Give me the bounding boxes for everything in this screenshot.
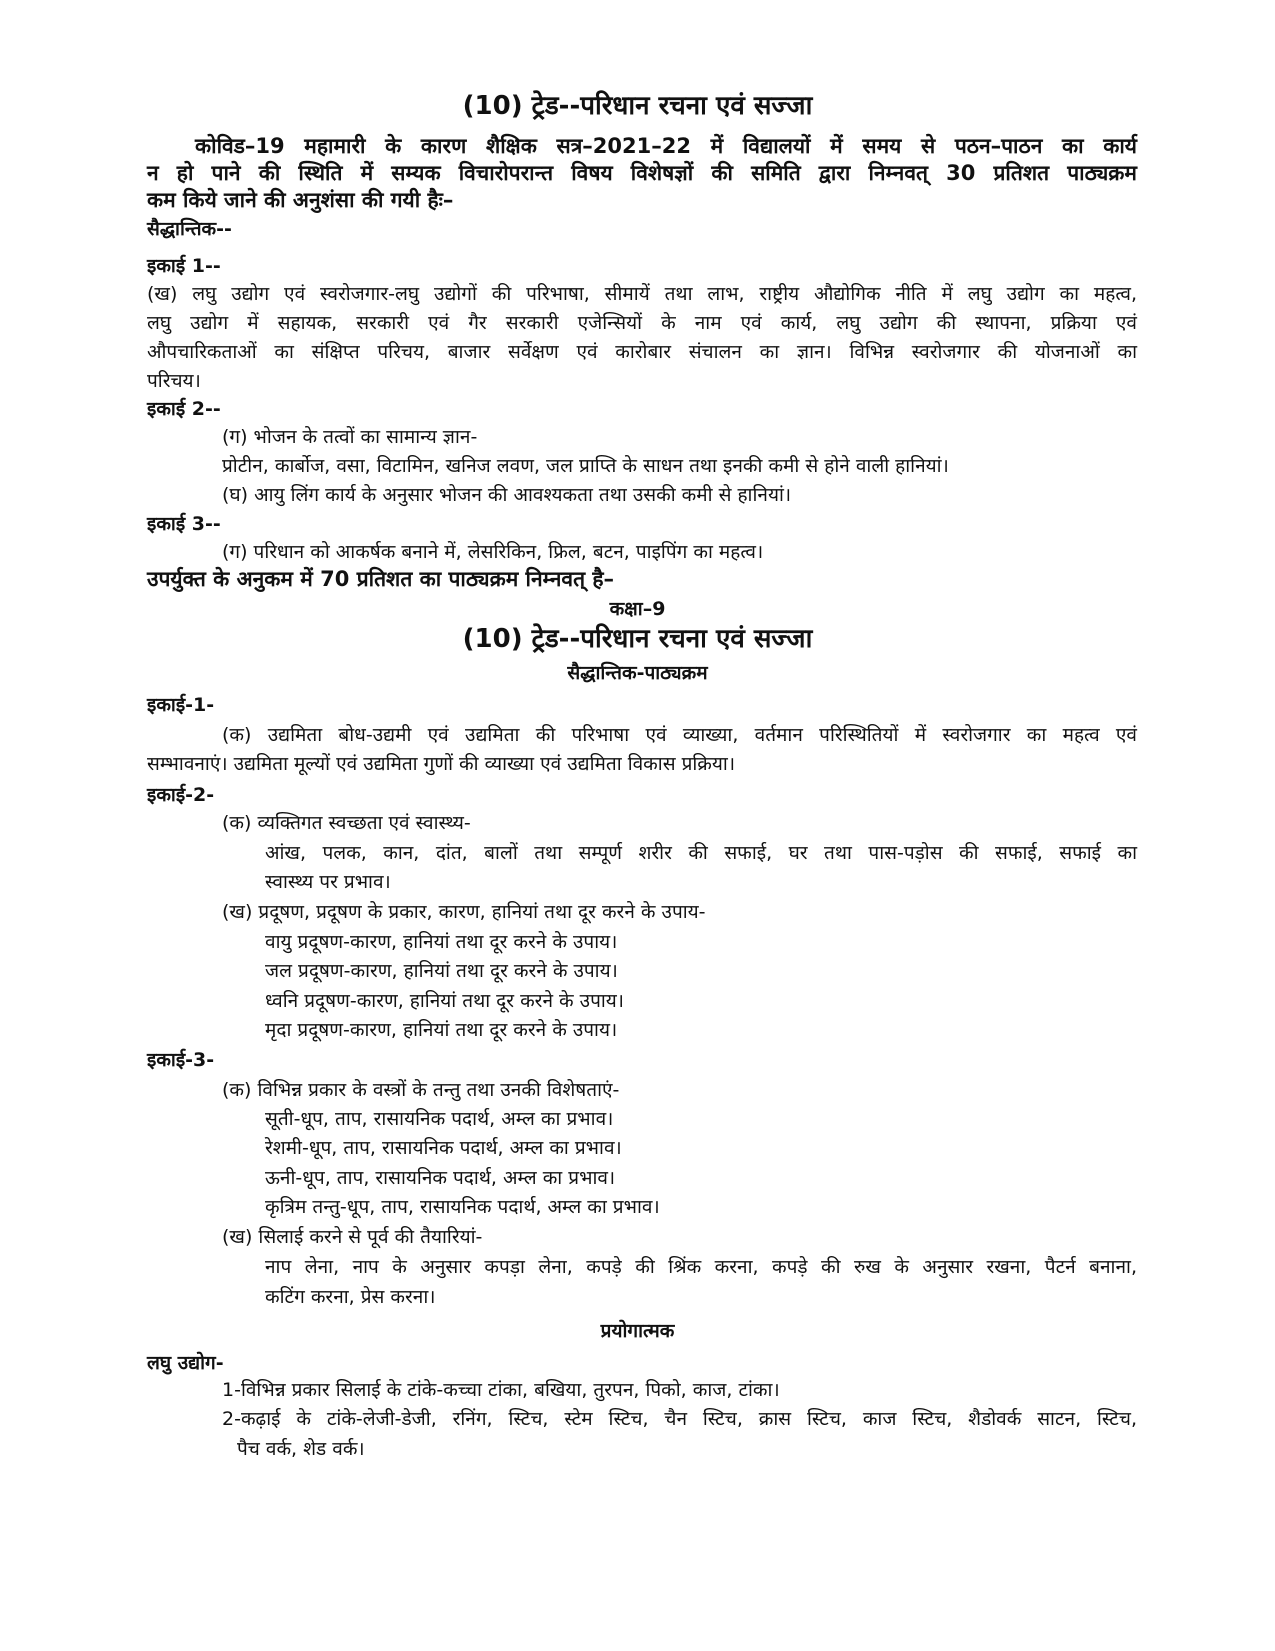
page-title-2: (10) ट्रेड--परिधान रचना एवं सज्जा (462, 624, 813, 654)
small-industry-heading: लघु उद्योग- (147, 1352, 224, 1374)
subsection-heading: (क) विभिन्न प्रकार के वस्त्रों के तन्तु तथा उनकी विशेषताएं- (222, 1079, 620, 1101)
unit-heading: इकाई 3-- (147, 513, 221, 535)
unit-text: औपचारिकताओं का संक्षिप्त परिचय, बाजार सर्वेक्षण एवं कारोबार संचालन का ज्ञान। विभिन्न स्वरोजगार की योजनाओं का (147, 341, 1137, 363)
subsection-heading: (ख) सिलाई करने से पूर्व की तैयारियां- (222, 1226, 483, 1248)
theory-course-heading: सैद्धान्तिक-पाठ्यक्रम (567, 662, 708, 684)
unit-heading: इकाई 2-- (147, 398, 221, 420)
unit-heading: इकाई-3- (147, 1049, 215, 1071)
subsection-text: स्वास्थ्य पर प्रभाव। (265, 871, 391, 893)
subsection-heading: (ख) प्रदूषण, प्रदूषण के प्रकार, कारण, हानियां तथा दूर करने के उपाय- (222, 901, 706, 923)
practical-heading: प्रयोगात्मक (600, 1320, 675, 1342)
section-heading-theory: सैद्धान्तिक-- (147, 218, 232, 240)
practical-item: पैच वर्क, शेड वर्क। (237, 1438, 365, 1460)
unit-text: (घ) आयु लिंग कार्य के अनुसार भोजन की आवश्यकता तथा उसकी कमी से हानियां। (222, 484, 792, 506)
intro-line: कम किये जाने की अनुशंसा की गयी हैः– (147, 188, 454, 212)
list-item: जल प्रदूषण-कारण, हानियां तथा दूर करने के उपाय। (265, 960, 618, 982)
unit-text: (ग) भोजन के तत्वों का सामान्य ज्ञान- (222, 426, 478, 448)
unit-heading: इकाई 1-- (147, 255, 221, 277)
practical-item: 1-विभिन्न प्रकार सिलाई के टांके-कच्चा टांका, बखिया, तुरपन, पिको, काज, टांका। (222, 1379, 780, 1401)
list-item: वायु प्रदूषण-कारण, हानियां तथा दूर करने के उपाय। (265, 931, 618, 953)
subsection-heading: (क) व्यक्तिगत स्वच्छता एवं स्वास्थ्य- (222, 812, 471, 834)
unit-text: परिचय। (147, 370, 201, 392)
list-item: सूती-धूप, ताप, रासायनिक पदार्थ, अम्ल का प्रभाव। (265, 1108, 614, 1130)
unit-text: सम्भावनाएं। उद्यमिता मूल्यों एवं उद्यमिता गुणों की व्याख्या एवं उद्यमिता विकास प्रक्रिया। (147, 753, 736, 775)
list-item: मृदा प्रदूषण-कारण, हानियां तथा दूर करने के उपाय। (265, 1019, 618, 1041)
seventy-percent-heading: उपर्युक्त के अनुकम में 70 प्रतिशत का पाठ्यक्रम निम्नवत् है– (147, 567, 614, 591)
unit-heading: इकाई-1- (147, 694, 215, 716)
list-item: ऊनी-धूप, ताप, रासायनिक पदार्थ, अम्ल का प्रभाव। (265, 1167, 616, 1189)
unit-text: लघु उद्योग में सहायक, सरकारी एवं गैर सरकारी एजेन्सियों के नाम एवं कार्य, लघु उद्योग की स्थापना, प्रक्रिया एवं (147, 312, 1137, 334)
list-item: ध्वनि प्रदूषण-कारण, हानियां तथा दूर करने के उपाय। (265, 990, 625, 1012)
class-heading: कक्षा–9 (609, 598, 666, 620)
unit-text: (क) उद्यमिता बोध-उद्यमी एवं उद्यमिता की परिभाषा एवं व्याख्या, वर्तमान परिस्थितियों में स्वरोजगार का महत्व एवं (222, 724, 1137, 746)
unit-heading: इकाई-2- (147, 784, 215, 806)
unit-text: (ख) लघु उद्योग एवं स्वरोजगार-लघु उद्योगों की परिभाषा, सीमायें तथा लाभ, राष्ट्रीय औद्योगिक नीति में लघु उद्योग का महत्व, (147, 283, 1137, 305)
unit-text: (ग) परिधान को आकर्षक बनाने में, लेसरिकिन, फ्रिल, बटन, पाइपिंग का महत्व। (222, 541, 764, 563)
intro-line: न हो पाने की स्थिति में सम्यक विचारोपरान्त विषय विशेषज्ञों की समिति द्वारा निम्नवत् 30 प्रतिशत पाठ्यक्रम (147, 161, 1137, 185)
unit-text: प्रोटीन, कार्बोज, वसा, विटामिन, खनिज लवण, जल प्राप्ति के साधन तथा इनकी कमी से होने वाली हानियां। (222, 455, 949, 477)
page-title: (10) ट्रेड--परिधान रचना एवं सज्जा (462, 91, 813, 121)
list-item: कृत्रिम तन्तु-धूप, ताप, रासायनिक पदार्थ, अम्ल का प्रभाव। (265, 1196, 660, 1218)
subsection-text: कटिंग करना, प्रेस करना। (265, 1286, 436, 1308)
practical-item: 2-कढ़ाई के टांके-लेजी-डेजी, रनिंग, स्टिच, स्टेम स्टिच, चैन स्टिच, क्रास स्टिच, काज स्टिच, शैडोवर्क साटन, स्टिच, (222, 1408, 1137, 1430)
intro-line: कोविड–19 महामारी के कारण शैक्षिक सत्र–2021–22 में विद्यालयों में समय से पठन–पाठन का कार्य (195, 134, 1137, 158)
list-item: रेशमी-धूप, ताप, रासायनिक पदार्थ, अम्ल का प्रभाव। (265, 1137, 622, 1159)
subsection-text: नाप लेना, नाप के अनुसार कपड़ा लेना, कपड़े की श्रिंक करना, कपड़े की रुख के अनुसार रखना, पैटर्न बनाना, (265, 1256, 1137, 1278)
subsection-text: आंख, पलक, कान, दांत, बालों तथा सम्पूर्ण शरीर की सफाई, घर तथा पास-पड़ोस की सफाई, सफाई का (265, 842, 1137, 864)
